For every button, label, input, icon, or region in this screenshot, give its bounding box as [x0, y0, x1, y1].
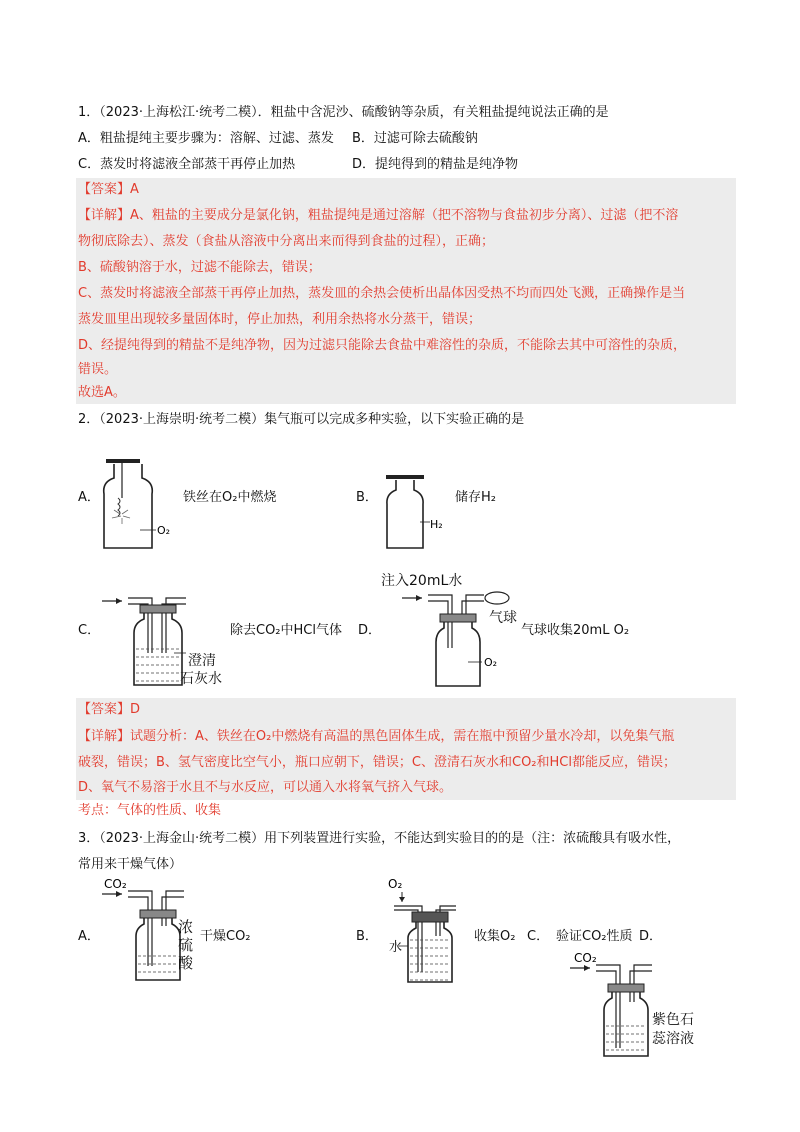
q3-option-d-label: D． — [639, 929, 663, 944]
q2-figure-b-label: H₂ — [430, 518, 443, 531]
q2-figure-c-label-2: 石灰水 — [180, 671, 222, 687]
q1-explanation-line: 物彻底除去）、蒸发（食盐从溶液中分离出来而得到食盐的过程），正确； — [78, 234, 495, 249]
q1-explanation-line: 蒸发皿里出现较多量固体时，停止加热，利用余热将水分蒸干，错误； — [78, 312, 482, 327]
q3-figure-a-label-1: 浓 — [178, 918, 194, 936]
q2-option-c-label: C． — [78, 623, 101, 638]
q1-explanation-line: B、硫酸钠溶于水，过滤不能除去，错误； — [78, 260, 321, 275]
q1-explanation-line: 【详解】A、粗盐的主要成分是氯化钠，粗盐提纯是通过溶解（把不溶物与食盐初步分离）、过滤（把不溶 — [78, 208, 679, 223]
q2-figure-d-inject-label: 注入20mL水 — [381, 573, 463, 589]
q2-figure-d-label: O₂ — [484, 656, 498, 669]
q1-option-b: B．过滤可除去硫酸钠 — [352, 131, 478, 146]
q3-figure-b — [384, 876, 474, 986]
q1-option-c: C．蒸发时将滤液全部蒸干再停止加热 — [78, 157, 296, 172]
q1-explanation-line: D、经提纯得到的精盐不是纯净物，因为过滤只能除去食盐中难溶性的杂质，不能除去其中可溶性的杂质， — [78, 338, 687, 353]
q2-stem: 2．（2023·上海崇明·统考二模）集气瓶可以完成多种实验，以下实验正确的是 — [78, 412, 525, 427]
q3-figure-a-label-2: 硫 — [178, 936, 194, 954]
q2-figure-a — [100, 458, 180, 554]
q3-option-c-text: 验证CO₂性质 — [556, 929, 633, 944]
q3-figure-b-label: 水 — [389, 940, 403, 955]
q2-option-a-text: 铁丝在O₂中燃烧 — [183, 490, 277, 505]
q2-figure-a-label: O₂ — [157, 524, 171, 537]
q1-option-a: A．粗盐提纯主要步骤为：溶解、过滤、蒸发 — [78, 131, 334, 146]
q2-figure-c-label-1: 澄清 — [188, 653, 216, 669]
q1-explanation-line: 错误。 — [78, 362, 118, 377]
q2-option-b-label: B． — [356, 490, 378, 505]
q2-option-c-text: 除去CO₂中HCl气体 — [230, 623, 342, 638]
q2-explanation-line: D、氧气不易溶于水且不与水反应，可以通入水将氧气挤入气球。 — [78, 780, 453, 795]
q3-stem-line-2: 常用来干燥气体） — [78, 857, 183, 872]
q3-figure-a-label-3: 酸 — [178, 954, 194, 972]
q3-figure-b-gas: O₂ — [388, 877, 403, 891]
q3-figure-d-label-2: 蕊溶液 — [652, 1031, 694, 1047]
q3-stem-line-1: 3．（2023·上海金山·统考二模）用下列装置进行实验，不能达到实验目的的是（注：浓硫酸具有吸水性， — [78, 831, 681, 846]
q1-conclusion: 故选A。 — [78, 385, 126, 400]
q2-figure-d-balloon-label: 气球 — [489, 610, 517, 626]
q2-figure-d — [400, 590, 530, 690]
q2-explanation-line: 【详解】试题分析：A、铁丝在O₂中燃烧有高温的黑色固体生成，需在瓶中预留少量水冷却，以免集气瓶 — [78, 729, 675, 744]
q2-option-a-label: A． — [78, 490, 100, 505]
q3-figure-a — [100, 876, 210, 986]
q3-option-a-text: 干燥CO₂ — [200, 929, 251, 944]
q3-option-b-text: 收集O₂ — [474, 929, 516, 944]
q3-option-b-label: B． — [356, 929, 378, 944]
q2-option-d-label: D． — [358, 623, 382, 638]
q3-figure-d-gas: CO₂ — [574, 951, 597, 965]
q3-figure-d-label-1: 紫色石 — [652, 1012, 694, 1028]
q2-answer: 【答案】D — [78, 702, 141, 717]
q3-figure-a-gas: CO₂ — [104, 877, 127, 891]
q1-option-d: D．提纯得到的精盐是纯净物 — [352, 157, 519, 172]
q3-option-a-label: A． — [78, 929, 100, 944]
q2-option-b-text: 储存H₂ — [455, 490, 496, 505]
q1-stem: 1．（2023·上海松江·统考二模）．粗盐中含泥沙、硫酸钠等杂质，有关粗盐提纯说法正确的是 — [78, 105, 609, 120]
q2-option-d-text: 气球收集20mL O₂ — [521, 623, 630, 638]
q2-explanation-line: 破裂，错误；B、氢气密度比空气小，瓶口应朝下，错误；C、澄清石灰水和CO₂和HCl都能反应，错误； — [78, 755, 676, 770]
q1-answer: 【答案】A — [78, 182, 139, 197]
q2-kaodian: 考点：气体的性质、收集 — [78, 803, 222, 818]
q1-explanation-line: C、蒸发时将滤液全部蒸干再停止加热，蒸发皿的余热会使析出晶体因受热不均而四处飞溅，正确操作是当 — [78, 286, 686, 301]
q2-figure-b — [382, 474, 452, 550]
q3-option-c-label: C． — [527, 929, 550, 944]
